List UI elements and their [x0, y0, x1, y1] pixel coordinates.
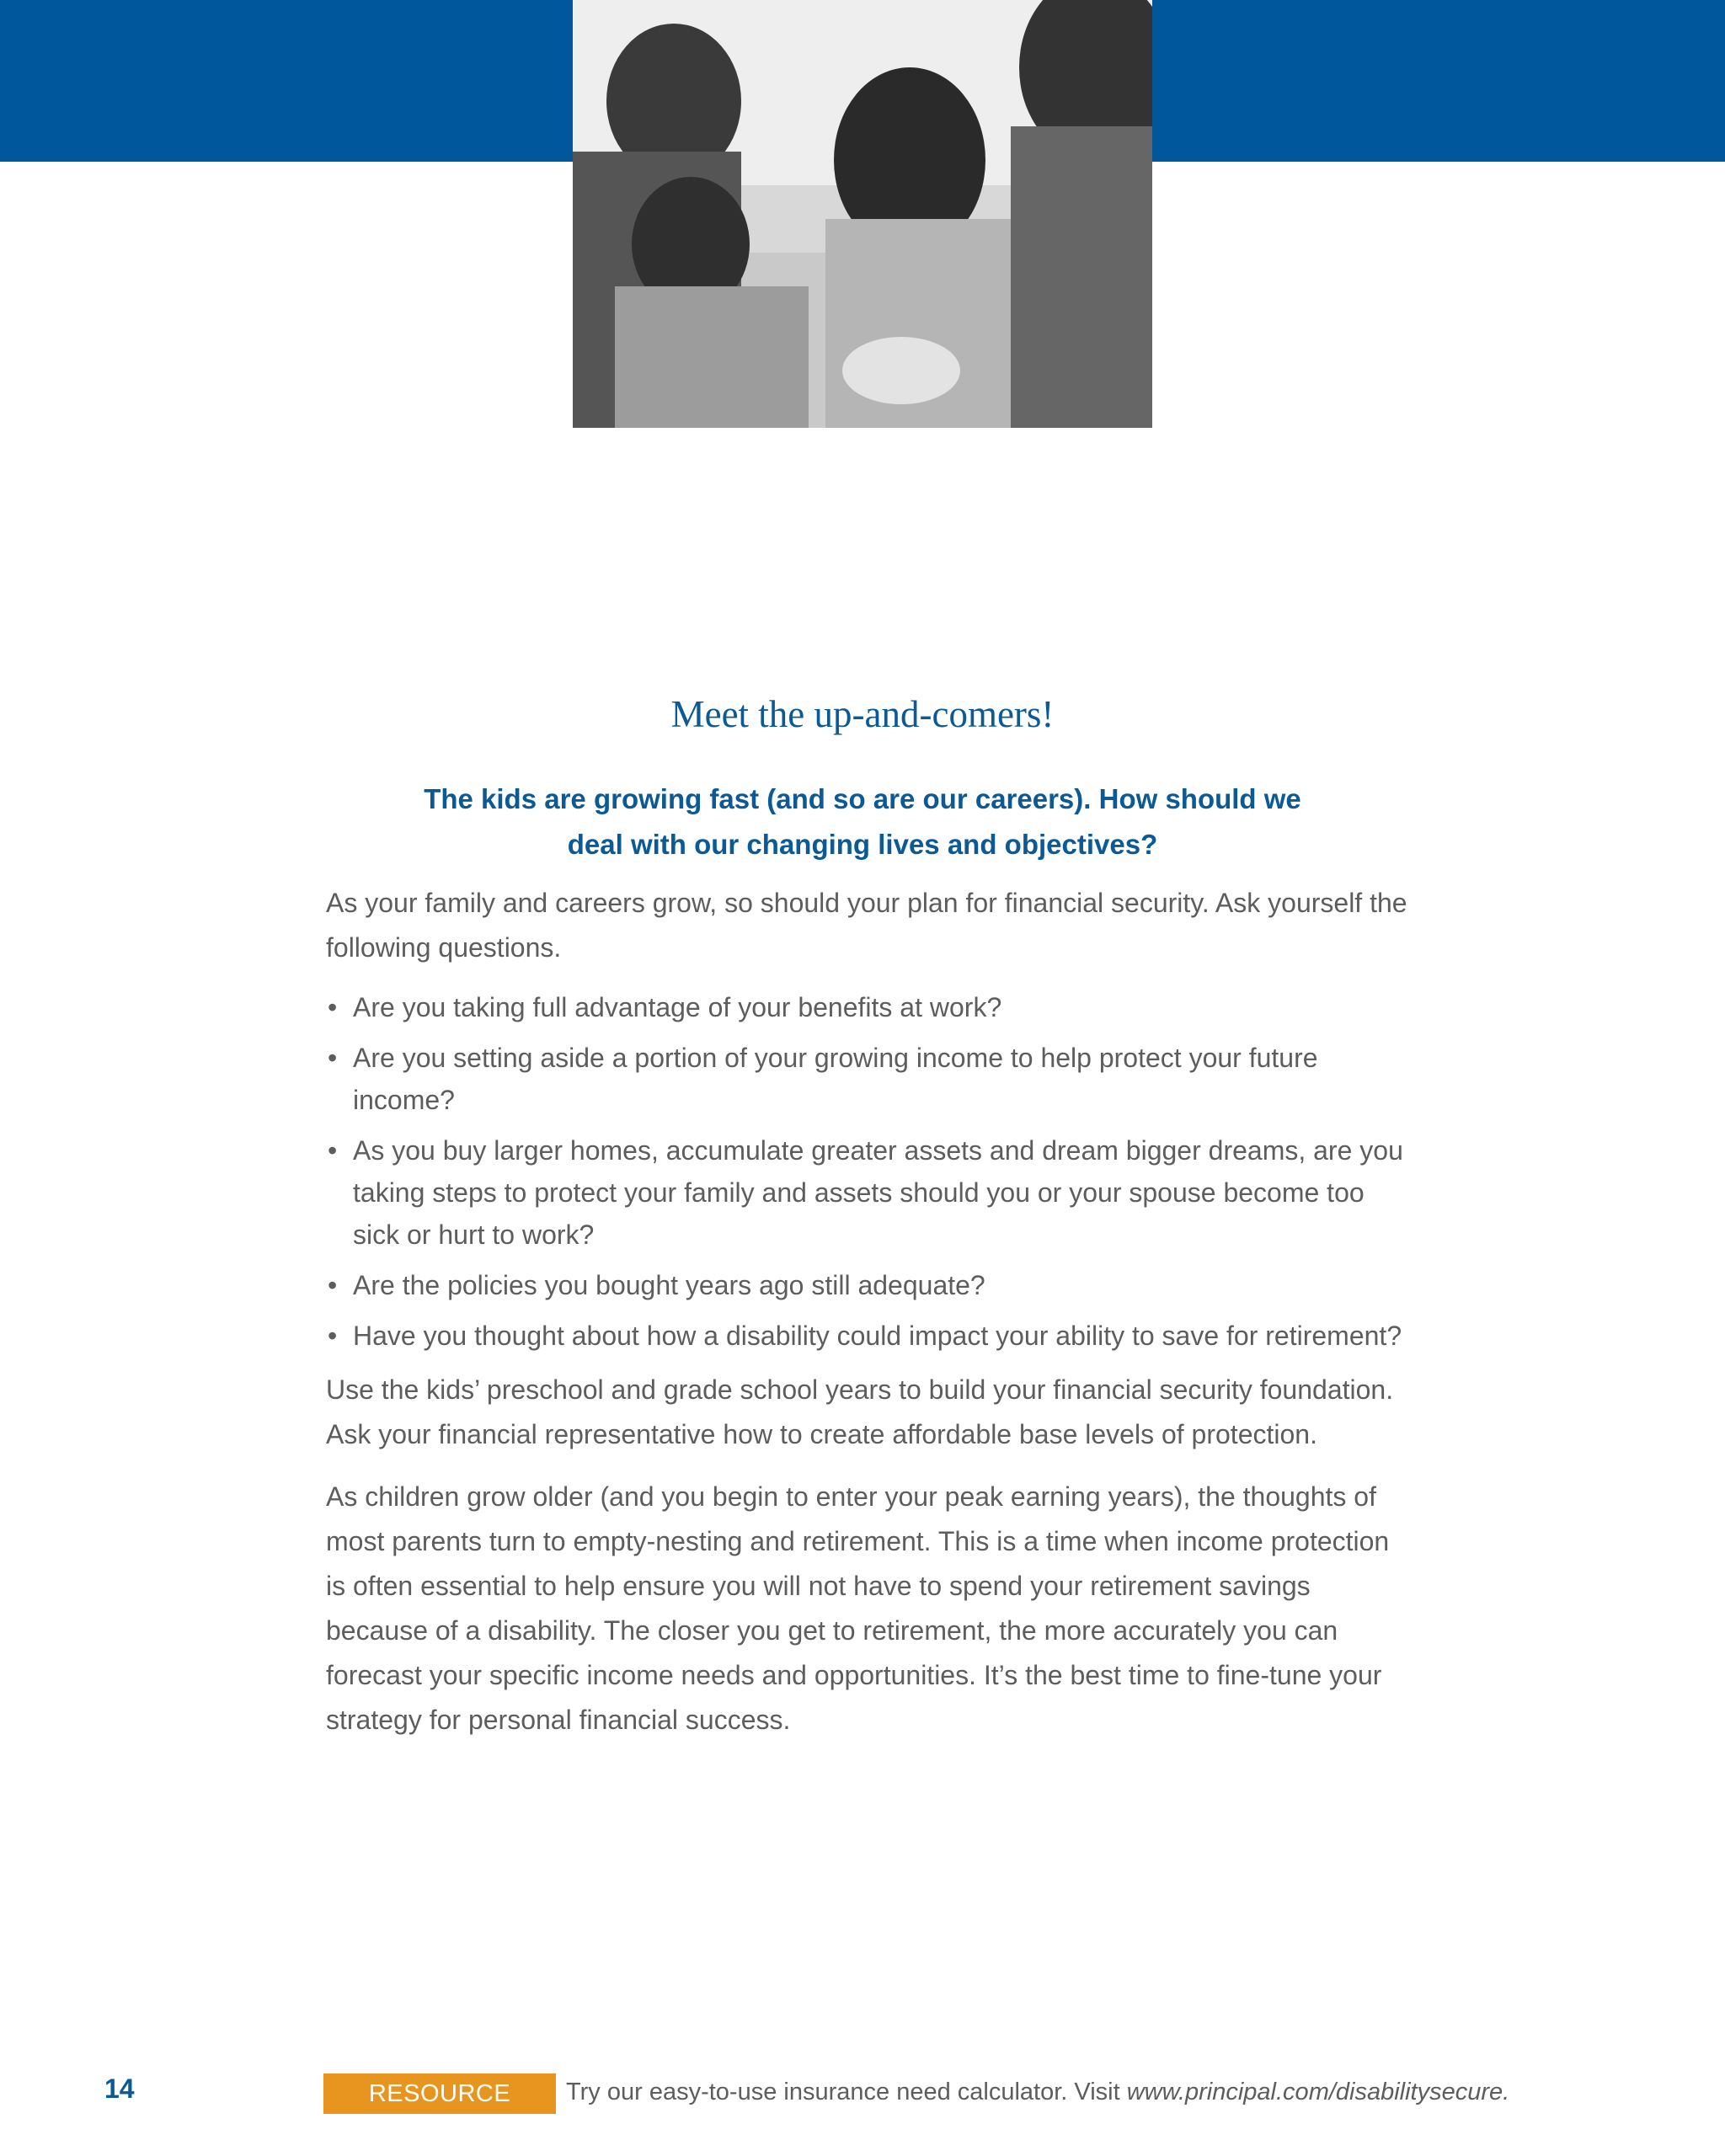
resource-note-text: Try our easy-to-use insurance need calculator. Visit [566, 2079, 1120, 2105]
list-item-text: As you buy larger homes, accumulate greater assets and dream bigger dreams, are you taking steps to protect your family and assets should you or your spouse become too sick or hurt to work? [353, 1135, 1403, 1250]
subhead: The kids are growing fast (and so are our careers). How should we deal with our changing lives and objectives? [424, 783, 1301, 860]
list-item [326, 1129, 1413, 1256]
retirement-paragraph: As children grow older (and you begin to enter your peak earning years), the thoughts of most parents turn to empty-nesting and retirement. This is a time when income protection is often essential to help ensure you will not have to spend your retirement savings because of a disability. The closer you get to retirement, the more accurately you can forecast your specific income needs and opportunities. It’s the best time to fine-tune your strategy for personal financial success. [326, 1481, 1390, 1735]
family-photo-icon [573, 0, 1152, 428]
page-title: Meet the up-and-comers! [670, 693, 1055, 735]
family-photo [573, 0, 1152, 428]
bullet-icon: • [328, 1043, 338, 1073]
list-item-text: Are you setting aside a portion of your growing income to help protect your future income? [353, 1043, 1318, 1115]
bullet-icon: • [328, 1321, 338, 1351]
bullet-icon: • [328, 1270, 338, 1300]
resource-link[interactable]: www.principal.com/disabilitysecure. [1126, 2079, 1510, 2105]
resource-badge: RESOURCE [323, 2073, 556, 2114]
list-item [326, 1264, 1413, 1306]
resource-note [566, 2079, 1509, 2106]
page-number: 14 [104, 2073, 135, 2104]
bullet-icon: • [328, 1135, 338, 1166]
list-item-text: Are the policies you bought years ago still adequate? [353, 1270, 985, 1300]
list-item-text: Are you taking full advantage of your benefits at work? [353, 992, 1002, 1022]
intro-paragraph: As your family and careers grow, so should your plan for financial security. Ask yourself the following questions. [326, 888, 1407, 963]
list-item [326, 1037, 1413, 1121]
question-list [326, 986, 1413, 1365]
list-item [326, 986, 1413, 1028]
bullet-icon: • [328, 992, 338, 1022]
list-item-text: Have you thought about how a disability could impact your ability to save for retirement? [353, 1321, 1402, 1351]
foundation-paragraph: Use the kids’ preschool and grade school years to build your financial security foundation. Ask your financial representative how to create affordable base levels of protection. [326, 1374, 1394, 1449]
list-item [326, 1315, 1413, 1357]
